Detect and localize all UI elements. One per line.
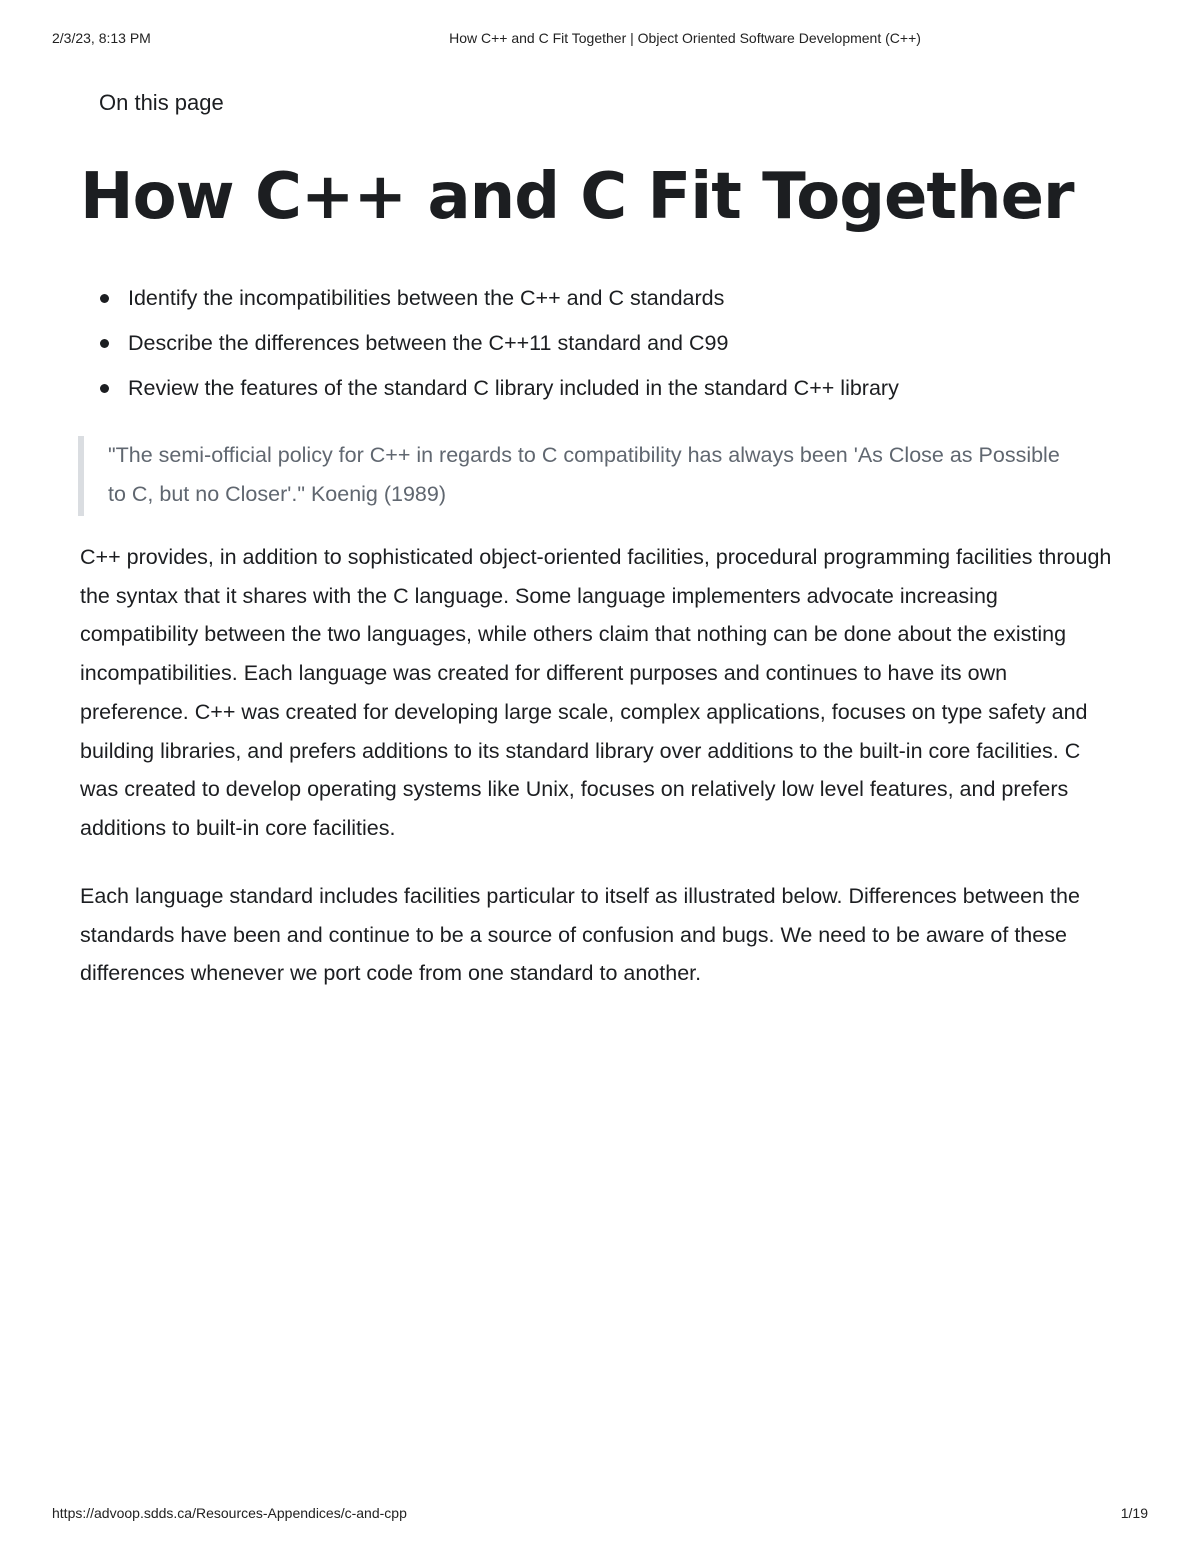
print-date: 2/3/23, 8:13 PM xyxy=(52,30,151,46)
page-url: https://advoop.sdds.ca/Resources-Appendices/c-and-cpp xyxy=(52,1505,407,1521)
objective-text: Describe the differences between the C++11 standard and C99 xyxy=(128,331,729,355)
page-title: How C++ and C Fit Together xyxy=(80,160,1074,234)
koenig-quote: "The semi-official policy for C++ in regards to C compatibility has always been 'As Close as Possible to C, but no Closer'." Koenig (1989) xyxy=(78,436,1068,516)
objective-text: Review the features of the standard C library included in the standard C++ library xyxy=(128,376,899,400)
print-document-title: How C++ and C Fit Together | Object Oriented Software Development (C++) xyxy=(449,30,921,46)
objective-text: Identify the incompatibilities between the C++ and C standards xyxy=(128,286,725,310)
standards-paragraph: Each language standard includes facilities particular to itself as illustrated below. Differences between the standards have been and continue to be a source of confusion and bugs. We need to be aware of these differences whenever we port code from one standard to another. xyxy=(80,884,1080,986)
bullet-icon xyxy=(100,384,109,393)
page-number: 1/19 xyxy=(1120,1505,1148,1521)
bullet-icon xyxy=(100,339,109,348)
on-this-page-toggle[interactable]: On this page xyxy=(99,90,224,115)
list-item xyxy=(128,281,899,326)
learning-objectives-list xyxy=(80,281,899,416)
intro-paragraph: C++ provides, in addition to sophisticated object-oriented facilities, procedural programming facilities through the syntax that it shares with the C language. Some language implementers advocate increasing compatibility between the two languages, while others claim that nothing can be done about the existing incompatibilities. Each language was created for different purposes and continues to have its own preference. C++ was created for developing large scale, complex applications, focuses on type safety and building libraries, and prefers additions to its standard library over additions to the built-in core facilities. C was created to develop operating systems like Unix, focuses on relatively low level features, and prefers additions to built-in core facilities. xyxy=(80,545,1112,840)
list-item xyxy=(128,326,899,371)
print-header xyxy=(0,30,1200,50)
list-item xyxy=(128,371,899,416)
bullet-icon xyxy=(100,294,109,303)
